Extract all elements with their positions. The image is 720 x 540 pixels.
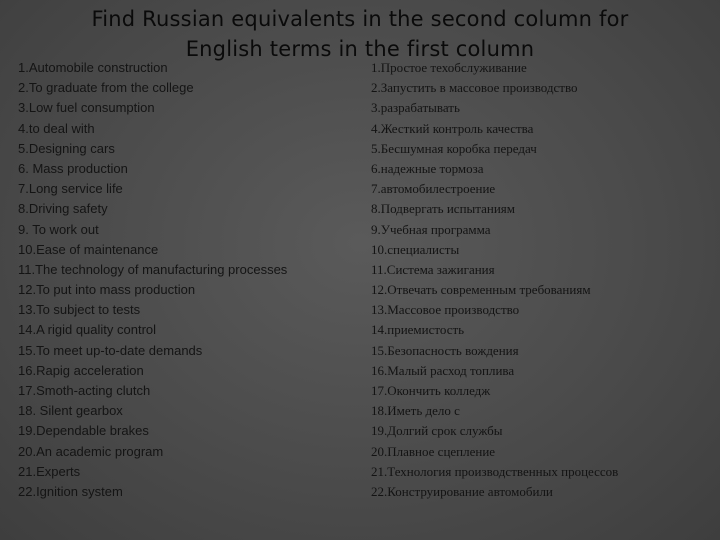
english-term: 7.Long service life (18, 181, 123, 197)
english-term: 1.Automobile construction (18, 60, 168, 75)
russian-term: 2.Запустить в массовое производство (371, 80, 578, 96)
russian-term: 18.Иметь дело с (371, 403, 460, 419)
slide-title (20, 4, 700, 64)
english-term: 9. To work out (18, 221, 99, 237)
english-term: 21.Experts (18, 463, 81, 479)
slide-title-line-1: Find Russian equivalents in the second column for (91, 7, 629, 31)
english-term: 8.Driving safety (18, 201, 108, 217)
english-term: 11.The technology of manufacturing processes (18, 261, 288, 277)
english-terms-column (18, 58, 287, 502)
english-term: 19.Dependable brakes (18, 423, 149, 439)
russian-term: 1.Простое техобслуживание (371, 60, 527, 75)
russian-term: 15.Безопасность вождения (371, 342, 519, 358)
english-term: 12.To put into mass production (18, 282, 196, 298)
english-term: 14.A rigid quality control (18, 322, 157, 338)
english-term: 13.To subject to tests (18, 302, 141, 318)
russian-term: 14.приемистость (371, 322, 465, 338)
english-term: 20.An academic program (18, 443, 164, 459)
english-term: 10.Ease of maintenance (18, 241, 159, 257)
english-term: 16.Rapig acceleration (18, 362, 144, 378)
english-term: 4.to deal with (18, 120, 95, 136)
english-term: 18. Silent gearbox (18, 403, 123, 419)
russian-term: 17.Окончить колледж (371, 383, 491, 398)
russian-term: 9.Учебная программа (371, 221, 491, 237)
russian-term: 8.Подвергать испытаниям (371, 201, 515, 217)
russian-term: 13.Массовое производство (371, 302, 520, 318)
english-term: 22.Ignition system (18, 483, 123, 499)
english-term: 17.Smoth-acting clutch (18, 383, 151, 398)
russian-term: 19.Долгий срок службы (371, 423, 503, 439)
english-term: 6. Mass production (18, 160, 128, 176)
english-term: 5.Designing cars (18, 140, 115, 156)
slide-title-line-2: English terms in the first column (185, 37, 535, 61)
russian-term: 7.автомобилестроение (371, 181, 496, 197)
russian-term: 5.Бесшумная коробка передач (371, 140, 537, 156)
russian-term: 4.Жесткий контроль качества (371, 120, 534, 136)
russian-term: 12.Отвечать современным требованиям (371, 282, 591, 298)
english-term: 2.To graduate from the college (18, 80, 194, 96)
russian-terms-column (371, 58, 618, 502)
russian-term: 11.Система зажигания (371, 261, 495, 277)
russian-term: 3.разрабатывать (371, 100, 460, 116)
russian-term: 21.Технология производственных процессов (371, 463, 619, 479)
english-term: 3.Low fuel consumption (18, 100, 155, 116)
russian-term: 10.специалисты (371, 241, 460, 257)
english-term: 15.To meet up-to-date demands (18, 342, 203, 358)
russian-term: 20.Плавное сцепление (371, 443, 496, 459)
russian-term: 22.Конструирование автомобили (371, 483, 553, 499)
russian-term: 16.Малый расход топлива (371, 362, 515, 378)
russian-term: 6.надежные тормоза (371, 160, 484, 176)
